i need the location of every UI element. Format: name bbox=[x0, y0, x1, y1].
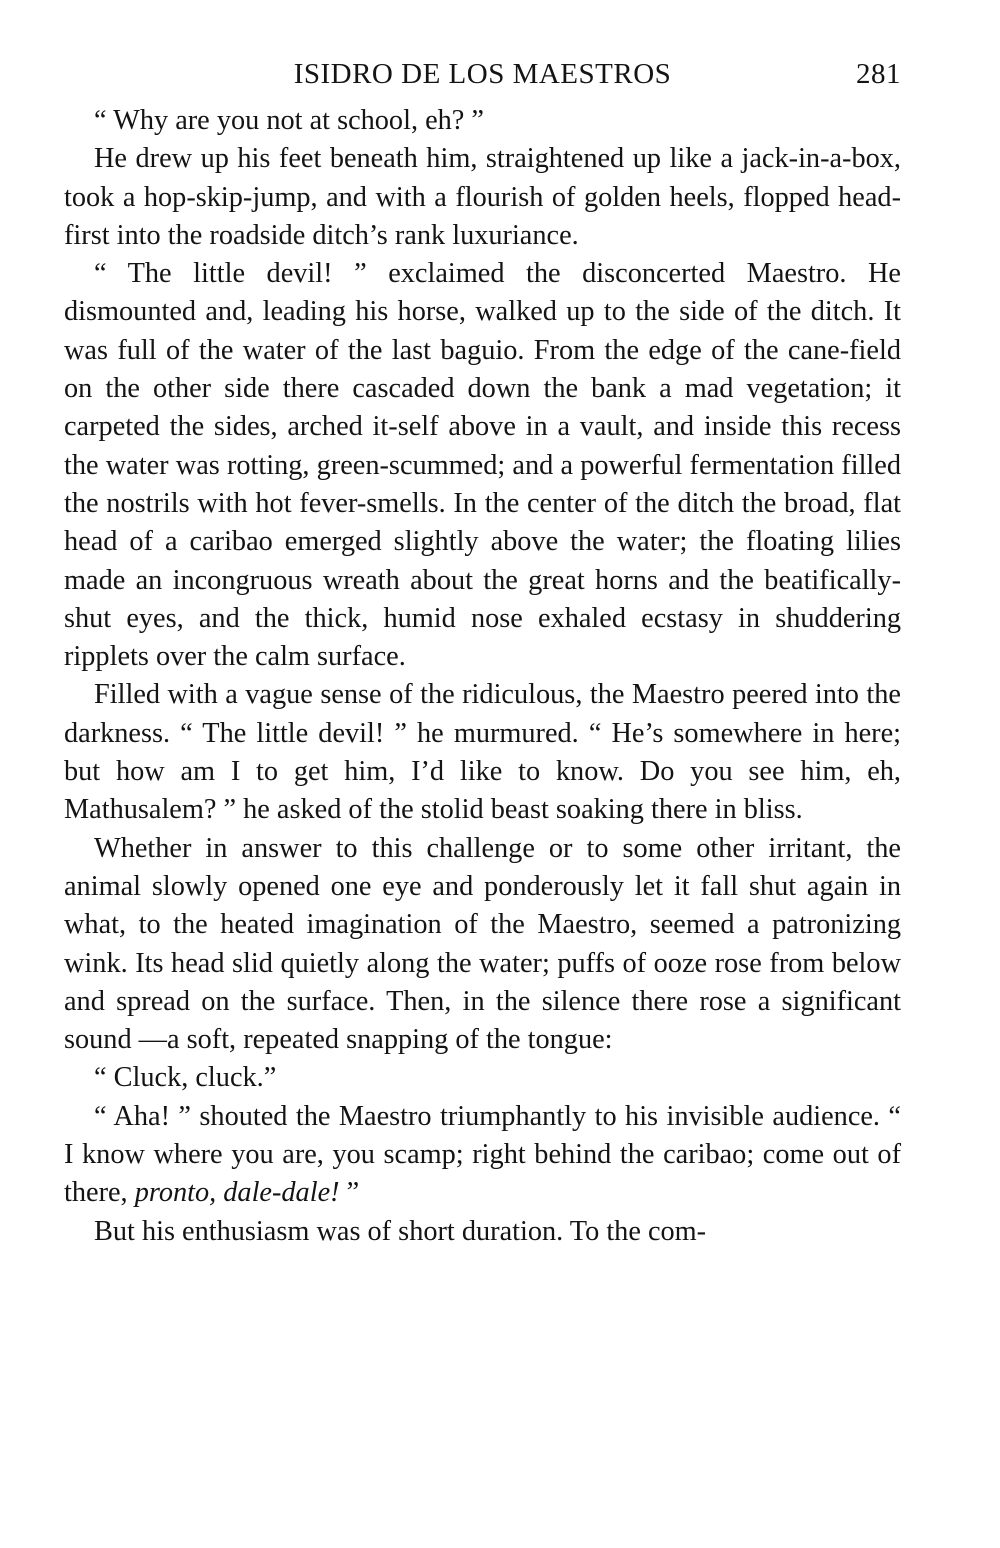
book-page bbox=[64, 58, 901, 1251]
italic-phrase: pronto, dale-dale! bbox=[134, 1177, 340, 1209]
page-number: 281 bbox=[856, 58, 901, 90]
paragraph: “ Why are you not at school, eh? ” bbox=[94, 105, 484, 136]
paragraph-text: “ Aha! ” shouted the Maestro triumphantly to his invisible audience. “ I know where you are, you scamp; right behind the caribao; come out of there, bbox=[64, 1100, 901, 1209]
paragraph bbox=[64, 1098, 901, 1213]
running-head bbox=[64, 58, 901, 102]
paragraph: Filled with a vague sense of the ridiculous, the Maestro peered into the darkness. “ The little devil! ” he murmured. “ He’s somewhere in here; but how am I to get him, I’d like to know. Do you see him, eh, Mathusalem? ” he asked of the stolid beast soaking there in bliss. bbox=[64, 679, 901, 826]
paragraph: He drew up his feet beneath him, straightened up like a jack-in-a-box, took a hop-skip-jump, and with a flourish of golden heels, flopped head-first into the roadside ditch’s rank luxuriance. bbox=[64, 143, 901, 251]
paragraph: Whether in answer to this challenge or to some other irritant, the animal slowly opened one eye and ponderously let it fall shut again in what, to the heated imagination of the Maestro, seemed a patronizing wink. Its head slid quietly along the water; puffs of ooze rose from below and spread on the surface. Then, in the silence there rose a significant sound —a soft, repeated snapping of the tongue: bbox=[64, 832, 901, 1056]
paragraph: “ Cluck, cluck.” bbox=[94, 1062, 277, 1094]
paragraph-tail: ” bbox=[339, 1177, 360, 1209]
paragraph: But his enthusiasm was of short duration. To the com- bbox=[94, 1215, 707, 1247]
paragraph: “ The little devil! ” exclaimed the disconcerted Maestro. He dismounted and, leading his horse, walked up to the side of the ditch. It was full of the water of the last baguio. From the edge of the cane-field on the other side there cascaded down the bank a mad vegetation; it carpeted the sides, arched it-self above in a vault, and inside this recess the water was rotting, green-scummed; and a powerful fermentation filled the nostrils with hot fever-smells. In the center of the ditch the broad, flat head of a caribao emerged slightly above the water; the floating lilies made an incongruous wreath about the great horns and the beatifically-shut eyes, and the thick, humid nose exhaled ecstasy in shuddering ripplets over the calm surface. bbox=[64, 258, 901, 673]
body-text bbox=[64, 102, 901, 1251]
running-title: ISIDRO DE LOS MAESTROS bbox=[293, 58, 672, 90]
